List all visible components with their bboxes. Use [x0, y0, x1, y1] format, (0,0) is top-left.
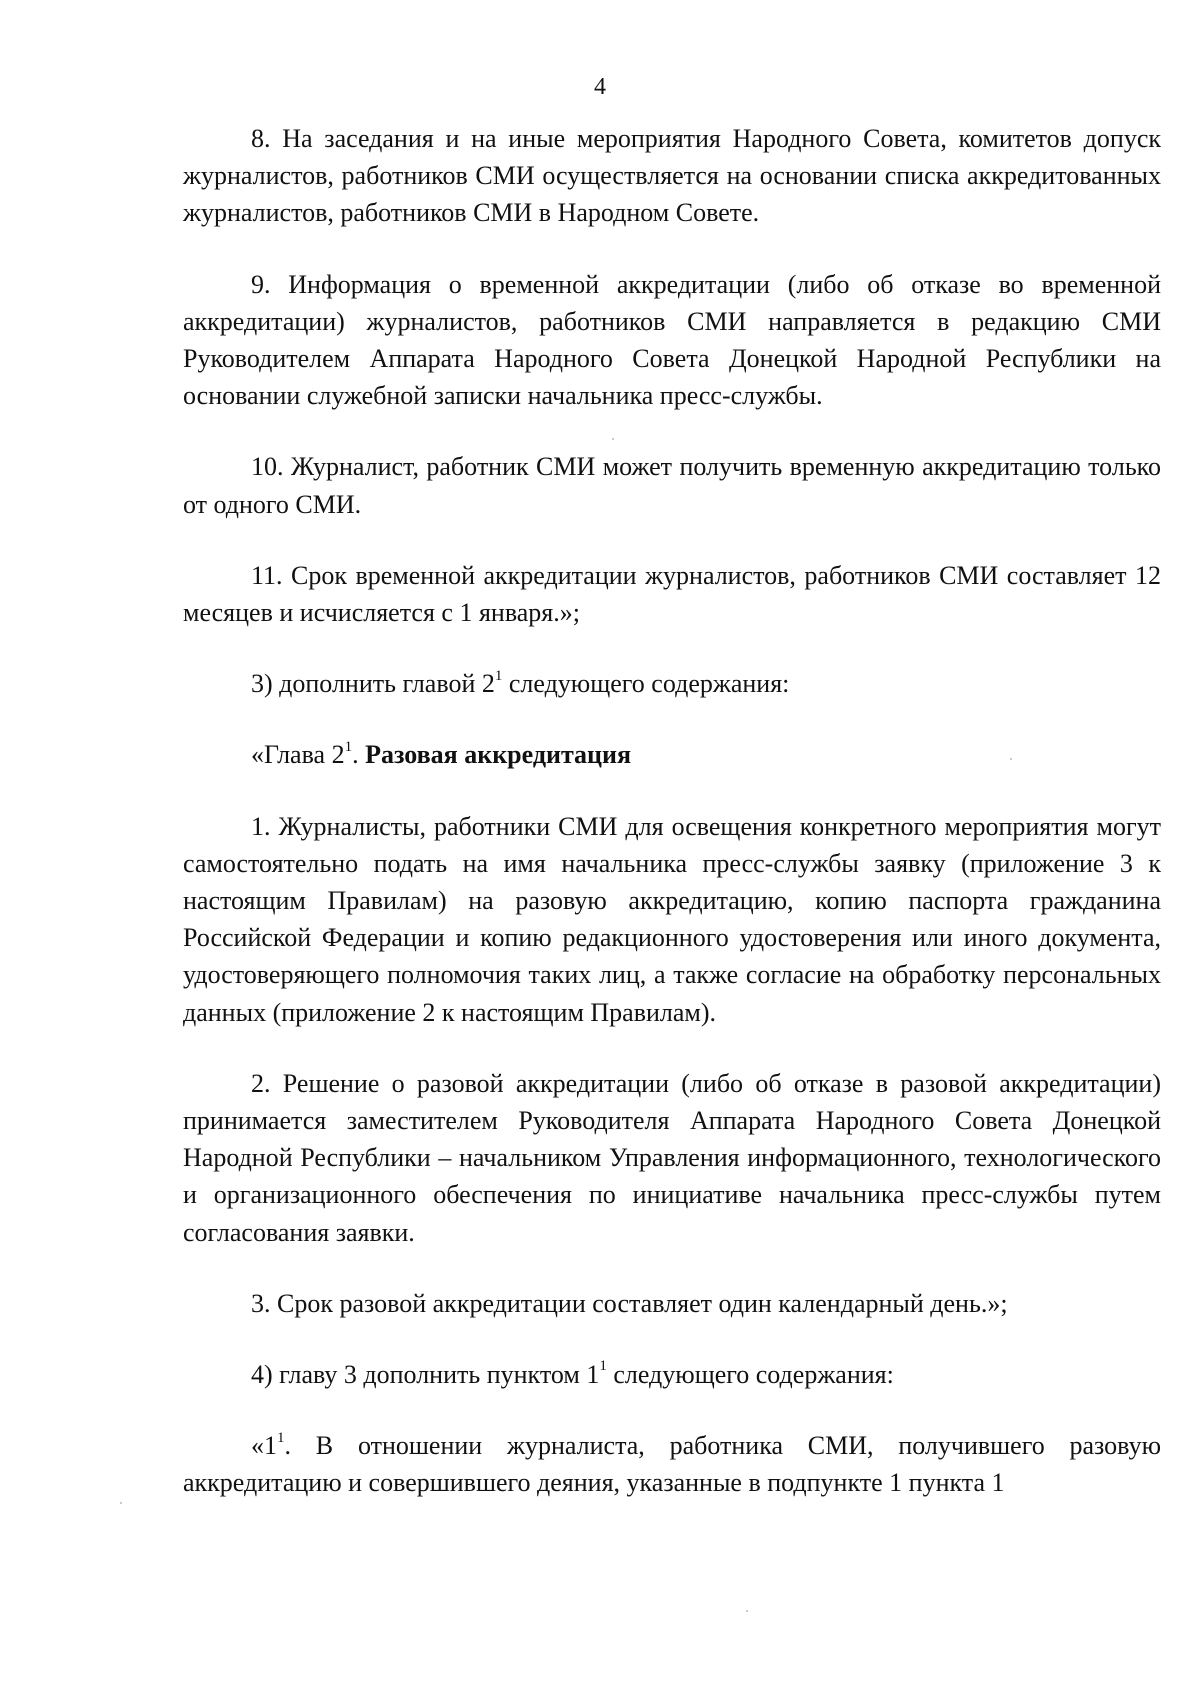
item-4	[183, 1356, 1161, 1393]
chapter-paragraph-3: 3. Срок разовой аккредитации составляет один календарный день.»;	[251, 1288, 1008, 1318]
scan-speck	[120, 1502, 122, 1504]
chapter-label: «Глава 2	[251, 740, 345, 770]
last-paragraph-text: . В отношении журналиста, работника СМИ, получившего разовую аккредитацию и совершившего деяния, указанные в подпункте 1 пункта 1	[183, 1431, 1161, 1498]
item-4-text: 4) главу 3 дополнить пунктом 1	[251, 1360, 600, 1390]
chapter-paragraph-2: 2. Решение о разовой аккредитации (либо об отказе в разовой аккредитации) принимается заместителем Руководителя Аппарата Народного Совета Донецкой Народной Республики – начальником Управления информационного, технологического и организационного обеспечения по инициативе начальника пресс-службы путем согласования заявки.	[183, 1068, 1161, 1247]
scan-speck	[612, 438, 614, 440]
paragraph-10: 10. Журналист, работник СМИ может получить временную аккредитацию только от одного СМИ.	[183, 452, 1161, 519]
paragraph-8: 8. На заседания и на иные мероприятия Народного Совета, комитетов допуск журналистов, работников СМИ осуществляется на основании списка аккредитованных журналистов, работников СМИ в Народном Совете.	[183, 124, 1161, 228]
item-4-text-end: следующего содержания:	[606, 1360, 894, 1390]
last-paragraph	[183, 1427, 1161, 1501]
document-body	[183, 120, 1161, 1502]
chapter-separator: .	[352, 740, 366, 770]
scan-speck	[746, 1610, 748, 1612]
paragraph-11: 11. Срок временной аккредитации журналистов, работников СМИ составляет 12 месяцев и исчисляется с 1 января.»;	[183, 560, 1161, 628]
chapter-paragraph-1: 1. Журналисты, работники СМИ для освещения конкретного мероприятия могут самостоятельно подать на имя начальника пресс-службы заявку (приложение 3 к настоящим Правилам) на разовую аккредитацию, копию паспорта гражданина Российской Федерации и копию редакционного удостоверения или иного документа, удостоверяющего полномочия таких лиц, а также согласие на обработку персональных данных (приложение 2 к настоящим Правилам).	[183, 811, 1161, 1027]
item-3-text: 3) дополнить главой 2	[251, 669, 495, 699]
item-3-superscript: 1	[494, 667, 503, 684]
chapter-title: Разовая аккредитация	[365, 740, 632, 770]
item-3	[183, 665, 1161, 702]
item-3-text-end: следующего содержания:	[502, 669, 790, 699]
last-paragraph-number: «1	[251, 1431, 277, 1461]
chapter-superscript: 1	[344, 738, 353, 755]
item-4-superscript: 1	[599, 1358, 607, 1375]
last-paragraph-superscript: 1	[277, 1429, 285, 1446]
chapter-heading	[183, 736, 1161, 773]
page-number: 4	[594, 74, 606, 100]
scan-speck	[1010, 758, 1012, 760]
paragraph-9: 9. Информация о временной аккредитации (либо об отказе во временной аккредитации) журналистов, работников СМИ направляется в редакцию СМИ Руководителем Аппарата Народного Совета Донецкой Народной Республики на основании служебной записки начальника пресс-службы.	[183, 269, 1161, 411]
